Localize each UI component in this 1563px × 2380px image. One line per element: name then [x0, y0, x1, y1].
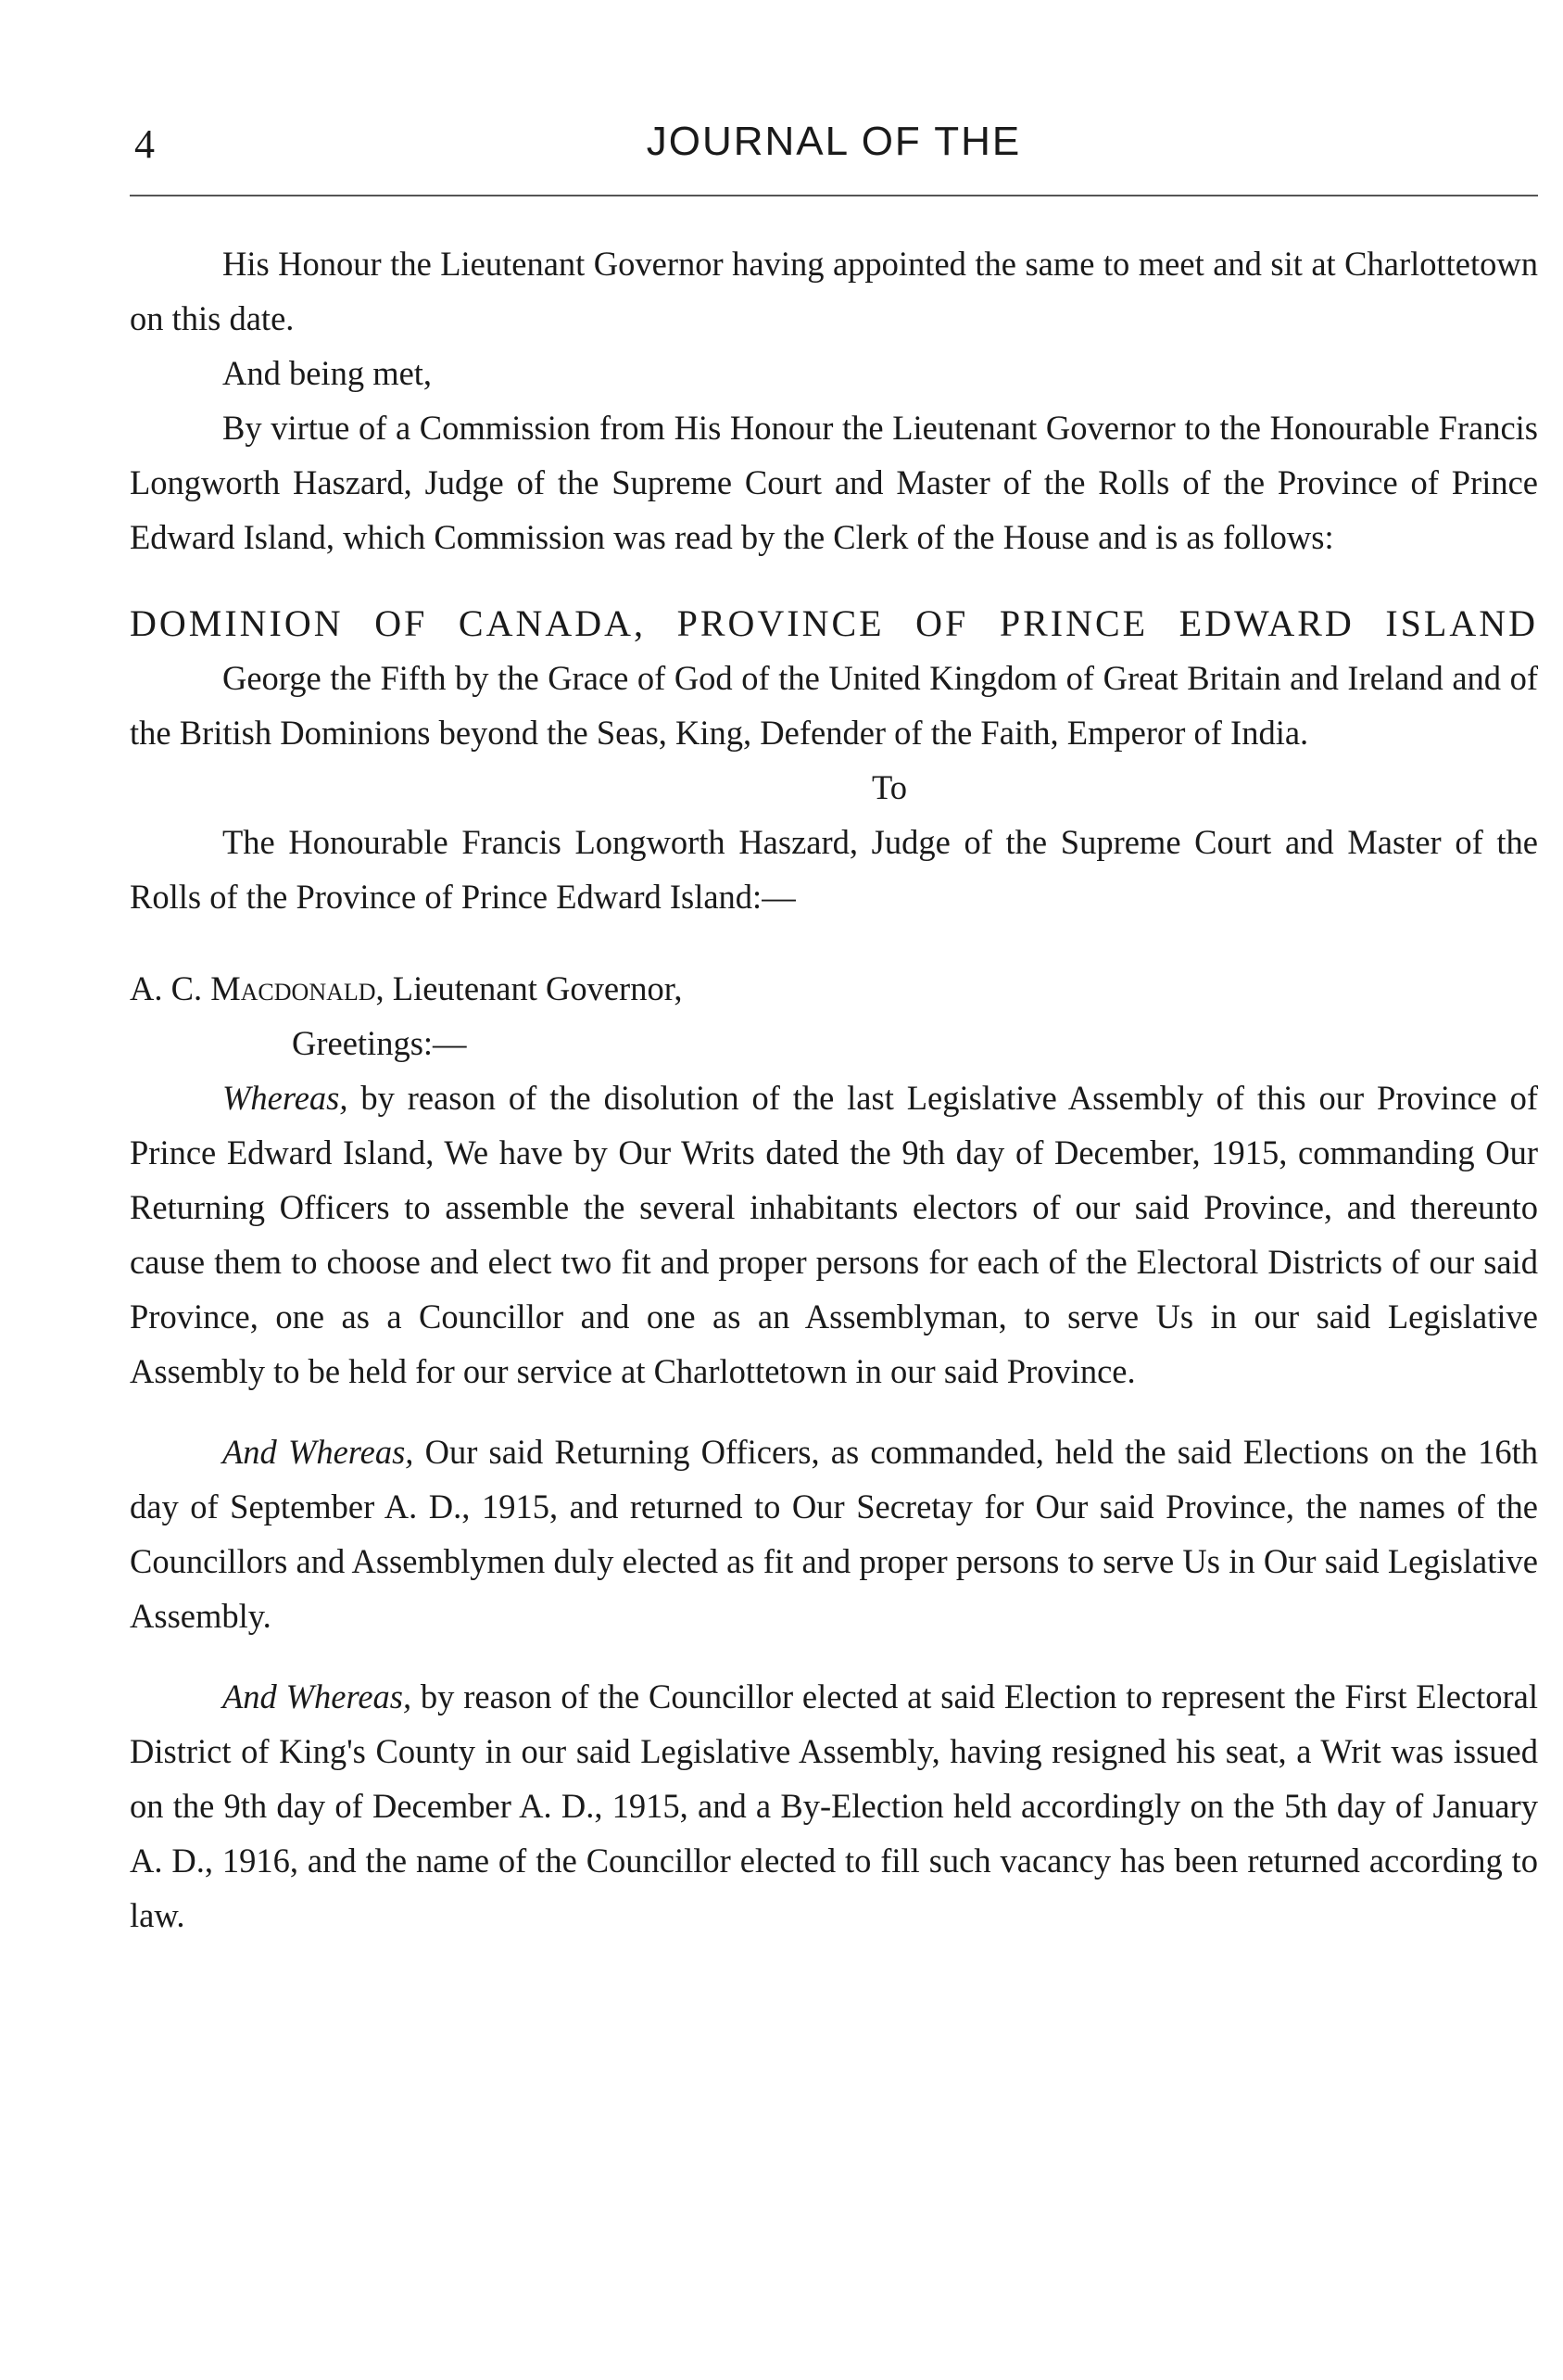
header-rule: [130, 195, 1538, 196]
paragraph-whereas: [130, 1070, 1538, 1399]
page-header: [130, 109, 1538, 184]
page-number: 4: [134, 121, 155, 167]
signatory-title: Lieutenant Governor,: [384, 969, 683, 1007]
whereas-lead: Whereas,: [222, 1079, 348, 1117]
running-head: JOURNAL OF THE: [646, 119, 1022, 164]
greetings-line: Greetings:—: [292, 1024, 467, 1062]
and-whereas-text-2: by reason of the Councillor elected at said Election to represent the First Electoral District of King's County in our said Legislative Assembly, having resigned his seat, a Writ was issued on the 9th day of December A. D., 1915, and a By-Election held accordingly on the 5th day of January A. D., 1916, and the name of the Councillor elected to fill such vacancy has been returned according to law.: [130, 1677, 1539, 1934]
paragraph-and-whereas-2: [130, 1669, 1538, 1943]
dominion-heading: DOMINION OF CANADA, PROVINCE OF PRINCE EDWARD ISLAND: [130, 602, 1538, 644]
signatory-line: [130, 961, 1538, 1016]
to-line: To: [872, 768, 907, 806]
and-whereas-lead-1: And Whereas,: [222, 1433, 414, 1471]
paragraph-king: George the Fifth by the Grace of God of the United Kingdom of Great Britain and Ireland and of the British Dominions beyond the Seas, King, Defender of the Faith, Emperor of India.: [130, 659, 1538, 752]
whereas-text: by reason of the disolution of the last Legislative Assembly of this our Province of Prince Edward Island, We have by Our Writs dated the 9th day of December, 1915, commanding Our Returning Officers to assemble the several inhabitants electors of our said Province, and thereunto cause them to choose and elect two fit and proper persons for each of the Electoral Districts of our said Province, one as a Councillor and one as an Assemblyman, to serve Us in our said Legislative Assembly to be held for our service at Charlottetown in our said Province.: [130, 1079, 1538, 1390]
document-body: [130, 236, 1538, 1943]
and-whereas-lead-2: And Whereas,: [222, 1677, 412, 1715]
signatory-name: A. C. Macdonald,: [130, 969, 384, 1007]
paragraph-addressee: The Honourable Francis Longworth Haszard, Judge of the Supreme Court and Master of the Rolls of the Province of Prince Edward Island:—: [130, 823, 1538, 916]
paragraph-appointment: His Honour the Lieutenant Governor having appointed the same to meet and sit at Charlottetown on this date.: [130, 245, 1538, 337]
and-whereas-text-1: Our said Returning Officers, as commanded, held the said Elections on the 16th day of September A. D., 1915, and returned to Our Secretay for Our said Province, the names of the Councillors and Assemblymen duly elected as fit and proper persons to serve Us in Our said Legislative Assembly.: [130, 1433, 1538, 1635]
paragraph-commission: By virtue of a Commission from His Honour the Lieutenant Governor to the Honourable Francis Longworth Haszard, Judge of the Supreme Court and Master of the Rolls of the Province of Prince Edward Island, which Commission was read by the Clerk of the House and is as follows:: [130, 409, 1538, 556]
paragraph-and-whereas-1: [130, 1424, 1538, 1643]
paragraph-being-met: And being met,: [222, 354, 433, 392]
